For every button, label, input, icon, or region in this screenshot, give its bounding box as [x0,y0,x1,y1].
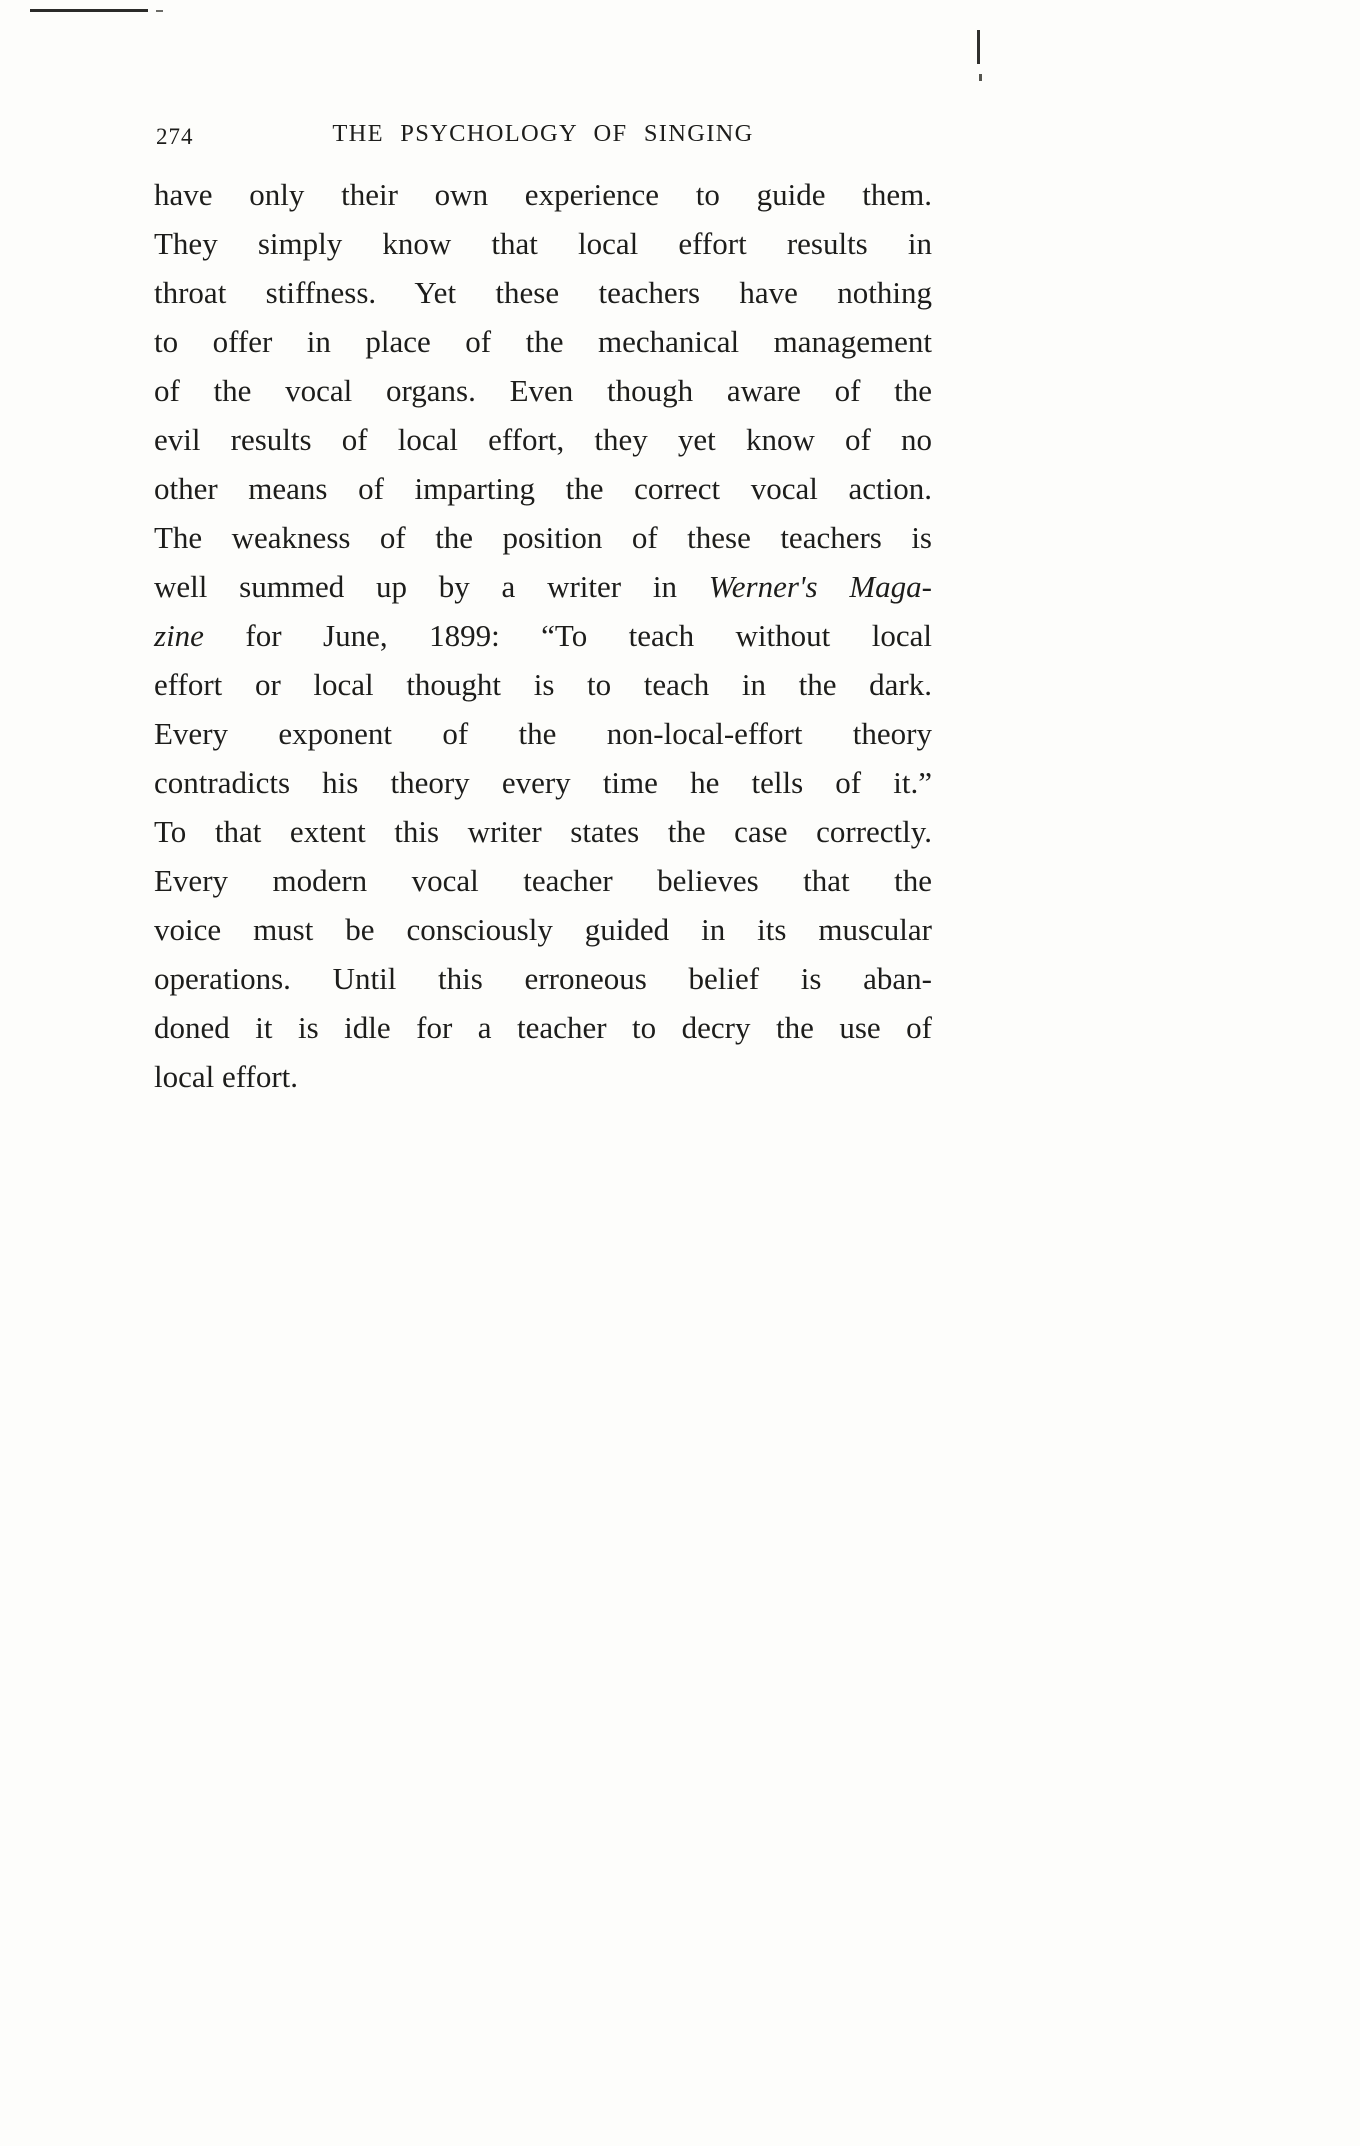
italic-text-segment: zine [154,618,204,653]
text-segment: contradicts his theory every time he tells of it.” [154,765,932,800]
text-segment: voice must be consciously guided in its muscular [154,912,932,947]
text-segment: They simply know that local effort results in [154,226,932,261]
text-segment: for June, 1899: “To teach without local [203,618,932,653]
text-line [154,268,932,317]
text-segment: have only their own experience to guide them. [154,177,932,212]
text-line [154,905,932,954]
text-line [154,856,932,905]
text-line [154,1003,932,1052]
text-line [154,366,932,415]
text-line [154,317,932,366]
text-line [154,709,932,758]
scan-artifact-top-left-dot [156,10,163,12]
text-line [154,170,932,219]
body-text [154,170,932,1101]
text-segment: operations. Until this erroneous belief is aban- [154,961,932,996]
text-segment: effort or local thought is to teach in the dark. [154,667,932,702]
text-segment: to offer in place of the mechanical management [154,324,932,359]
text-line [154,1052,932,1101]
text-segment: evil results of local effort, they yet know of no [154,422,932,457]
scan-artifact-top-right-dot [979,74,982,81]
text-line [154,954,932,1003]
text-line [154,807,932,856]
text-line [154,219,932,268]
text-segment: The weakness of the position of these teachers is [154,520,932,555]
scan-artifact-top-left-rule [30,9,148,12]
text-line [154,415,932,464]
text-segment: throat stiffness. Yet these teachers have nothing [154,275,932,310]
text-segment: local effort. [154,1059,299,1094]
text-segment: Every modern vocal teacher believes that the [154,863,932,898]
page-header [154,120,932,154]
text-line [154,513,932,562]
text-segment: other means of imparting the correct vocal action. [154,471,932,506]
text-line [154,464,932,513]
italic-text-segment: Werner's Maga- [708,569,933,604]
running-title: THE PSYCHOLOGY OF SINGING [332,120,754,147]
scan-artifact-top-right-mark [977,30,980,64]
text-segment: well summed up by a writer in [154,569,709,604]
text-line [154,660,932,709]
text-segment: of the vocal organs. Even though aware of the [154,373,932,408]
text-line [154,758,932,807]
text-line [154,611,932,660]
text-line [154,562,932,611]
page-number: 274 [156,124,194,149]
text-segment: To that extent this writer states the case correctly. [154,814,932,849]
text-segment: doned it is idle for a teacher to decry the use of [154,1010,932,1045]
text-segment: Every exponent of the non-local-effort theory [154,716,932,751]
